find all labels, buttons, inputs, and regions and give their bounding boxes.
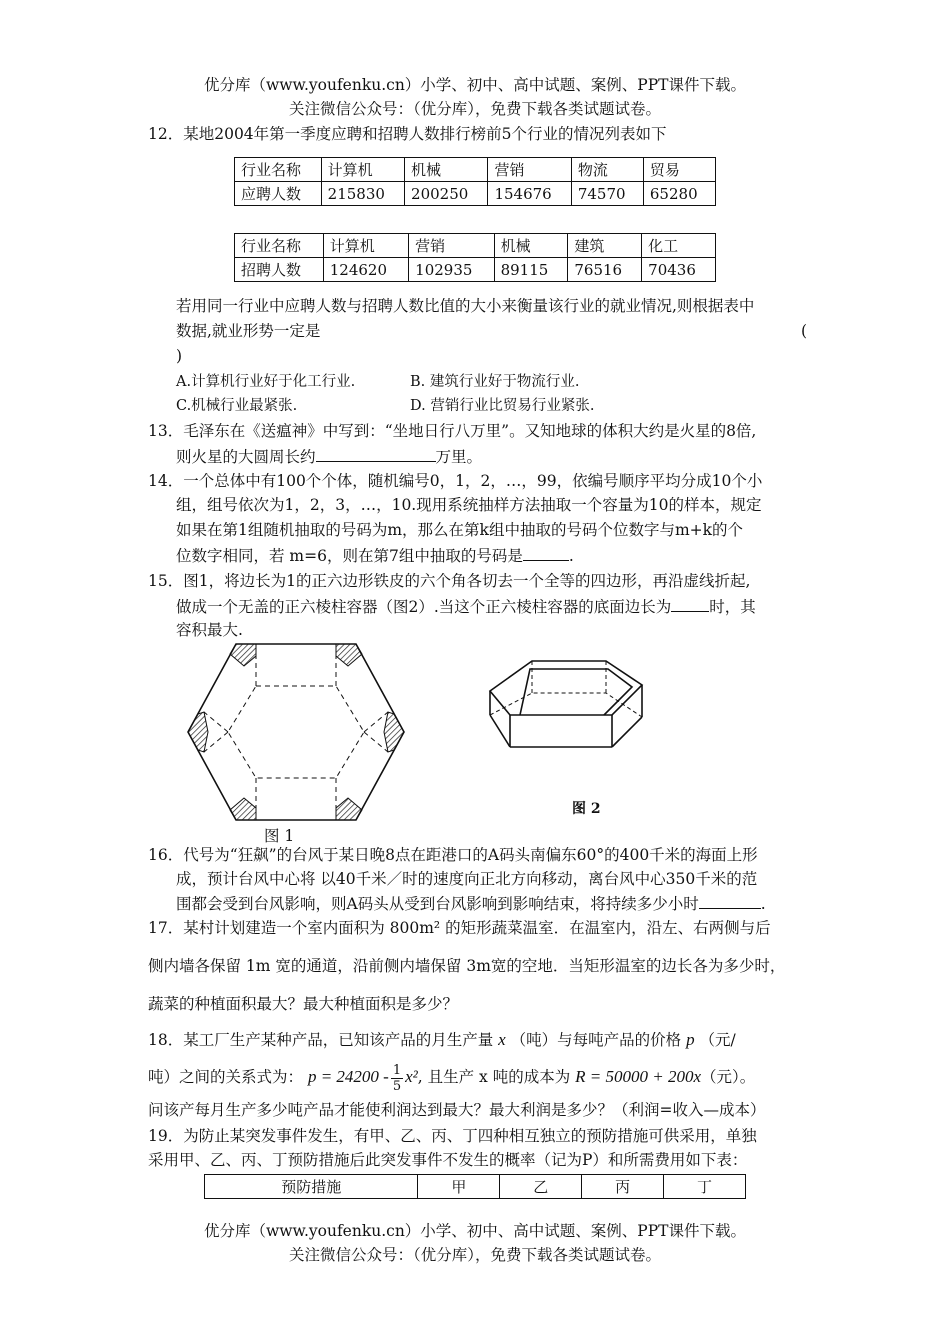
q19-line-1: 19．为防止某突发事件发生，有甲、乙、丙、丁四种相互独立的预防措施可供采用，单独 <box>148 1127 757 1145</box>
q13-line-1: 13．毛泽东在《送瘟神》中写到：“坐地日行八万里”。又知地球的体积大约是火星的8倍, <box>148 422 757 440</box>
table-cell: 65280 <box>643 182 715 206</box>
figure-2-hexagonal-container <box>482 655 652 775</box>
table-cell: 丁 <box>664 1175 746 1199</box>
q17-line-3: 蔬菜的种植面积最大？最大种植面积是多少？ <box>148 995 459 1013</box>
figure-1-caption: 图 1 <box>264 827 295 845</box>
q15-answer-blank[interactable] <box>671 596 709 612</box>
q16-line-3 <box>176 893 766 914</box>
table-cell: 甲 <box>418 1175 500 1199</box>
header-line-2: 关注微信公众号：（优分库），免费下载各类试题试卷。 <box>288 100 661 118</box>
table-cell: 物流 <box>571 158 643 182</box>
outer-hexagon <box>188 644 404 820</box>
table-row <box>205 1175 746 1199</box>
table-cell: 丙 <box>582 1175 664 1199</box>
q18-text-pre: 18．某工厂生产某种产品，已知该产品的月生产量 <box>148 1031 494 1049</box>
table-cell: 机械 <box>405 158 488 182</box>
q12-body-line-2: 数据,就业形势一定是 <box>176 322 321 340</box>
q14-line-3: 如果在第1组随机抽取的号码为m，那么在第k组中抽取的号码个位数字与m+k的个 <box>176 521 744 539</box>
q18-formula-lhs: p = 24200 - <box>307 1067 389 1086</box>
q13-text-pre: 则火星的大圆周长约 <box>176 448 316 466</box>
q13-answer-blank[interactable] <box>316 446 436 462</box>
q19-table <box>204 1174 746 1199</box>
table-cell: 70436 <box>642 258 716 282</box>
q14-answer-blank[interactable] <box>523 545 569 561</box>
q18-line-1 <box>148 1030 736 1050</box>
table-cell: 计算机 <box>321 158 404 182</box>
q13-text-post: 万里。 <box>435 448 483 466</box>
q16-line-1: 16．代号为“狂飙”的台风于某日晚8点在距港口的A码头南偏东60°的400千米的海面上形 <box>148 846 758 864</box>
table-cell: 行业名称 <box>235 234 324 258</box>
q15-text-post: 时，其 <box>709 598 756 616</box>
table-cell: 机械 <box>494 234 568 258</box>
figure-2-caption: 图 2 <box>572 801 601 817</box>
q13-line-2 <box>176 446 482 467</box>
q16-answer-blank[interactable] <box>699 893 761 909</box>
q12-option-d: D. 营销行业比贸易行业紧张. <box>410 398 595 414</box>
fold-lines <box>204 656 388 808</box>
q18-line-3: 问该产每月生产多少吨产品才能使利润达到最大？最大利润是多少？（利润=收入—成本） <box>148 1101 766 1119</box>
q12-paren-close: ) <box>176 347 183 365</box>
q12-paren-open: ( <box>801 322 808 340</box>
q14-text-pre: 位数字相同，若 m=6，则在第7组中抽取的号码是 <box>176 547 523 565</box>
q18-text-pre-2: 吨）之间的关系式为： <box>148 1068 304 1086</box>
table-cell: 124620 <box>323 258 408 282</box>
figure-1-hexagon-sheet <box>184 640 409 825</box>
q18-text-mid-2: , 且生产 x 吨的成本为 <box>417 1068 571 1086</box>
q12-stem: 12．某地2004年第一季度应聘和招聘人数排行榜前5个行业的情况列表如下 <box>148 125 667 143</box>
table-cell: 建筑 <box>568 234 642 258</box>
q14-text-post: . <box>568 547 574 565</box>
footer-line-1: 优分库（www.youfenku.cn）小学、初中、高中试题、案例、PPT课件下载。 <box>203 1222 747 1240</box>
q15-line-2 <box>176 596 756 617</box>
footer-line-2: 关注微信公众号：（优分库），免费下载各类试题试卷。 <box>288 1246 661 1264</box>
table-cell: 计算机 <box>323 234 408 258</box>
q12-option-b: B. 建筑行业好于物流行业. <box>410 374 580 390</box>
table-row <box>235 234 716 258</box>
q14-line-4 <box>176 545 574 566</box>
q18-line-2 <box>148 1060 755 1094</box>
q17-line-2: 侧内墙各保留 1m 宽的通道，沿前侧内墙保留 3m宽的空地．当矩形温室的边长各为多少时， <box>148 957 786 975</box>
q12-table-applicants <box>234 157 716 206</box>
prism-solid-edges <box>490 661 642 747</box>
table-cell: 招聘人数 <box>235 258 324 282</box>
q16-line-2: 成，预计台风中心将 以40千米／时的速度向正北方向移动，离台风中心350千米的范 <box>176 870 758 888</box>
table-cell: 74570 <box>571 182 643 206</box>
q18-formula-rhs: x² <box>405 1067 418 1086</box>
table-cell: 乙 <box>500 1175 582 1199</box>
table-cell: 215830 <box>321 182 404 206</box>
table-row <box>235 182 716 206</box>
q18-text-post-2: （元）。 <box>701 1068 756 1086</box>
q18-var-x: x <box>498 1030 506 1049</box>
q15-line-3: 容积最大. <box>176 621 243 639</box>
table-cell: 154676 <box>488 182 571 206</box>
table-cell: 营销 <box>409 234 494 258</box>
q16-text-pre: 围都会受到台风影响，则A码头从受到台风影响到影响结束，将持续多少小时 <box>176 895 699 913</box>
cut-corners <box>188 644 404 820</box>
q12-option-a: A.计算机行业好于化工行业. <box>176 374 356 390</box>
q16-text-post: . <box>760 895 766 913</box>
table-cell: 化工 <box>642 234 716 258</box>
table-cell: 76516 <box>568 258 642 282</box>
q17-line-1: 17．某村计划建造一个室内面积为 800m² 的矩形蔬菜温室．在温室内，沿左、右两侧与后 <box>148 919 771 937</box>
q12-table-recruits <box>234 233 716 282</box>
q18-text-mid: （吨）与每吨产品的价格 <box>510 1031 682 1049</box>
table-cell: 贸易 <box>643 158 715 182</box>
q15-line-1: 15．图1，将边长为1的正六边形铁皮的六个角各切去一个全等的四边形，再沿虚线折起, <box>148 572 751 590</box>
q18-fraction <box>391 1063 403 1094</box>
table-cell: 行业名称 <box>235 158 322 182</box>
q19-line-2: 采用甲、乙、丙、丁预防措施后此突发事件不发生的概率（记为P）和所需费用如下表： <box>148 1151 748 1169</box>
table-cell: 应聘人数 <box>235 182 322 206</box>
q18-var-p: p <box>686 1030 695 1049</box>
q18-text-post: （元/ <box>699 1031 736 1049</box>
q18-cost-formula: R = 50000 + 200x <box>575 1067 702 1086</box>
q14-line-2: 组，组号依次为1，2，3，…，10.现用系统抽样方法抽取一个容量为10的样本，规定 <box>176 496 762 514</box>
table-cell: 102935 <box>409 258 494 282</box>
table-cell: 89115 <box>494 258 568 282</box>
q14-line-1: 14．一个总体中有100个个体，随机编号0，1，2，…，99，依编号顺序平均分成10个小 <box>148 472 763 490</box>
table-cell: 预防措施 <box>205 1175 418 1199</box>
q12-option-c: C.机械行业最紧张. <box>176 398 298 414</box>
table-row <box>235 258 716 282</box>
q15-text-pre: 做成一个无盖的正六棱柱容器（图2）.当这个正六棱柱容器的底面边长为 <box>176 598 672 616</box>
q18-frac-num: 1 <box>392 1062 402 1078</box>
table-cell: 营销 <box>488 158 571 182</box>
table-cell: 200250 <box>405 182 488 206</box>
q12-body-line-1: 若用同一行业中应聘人数与招聘人数比值的大小来衡量该行业的就业情况,则根据表中 <box>176 297 755 315</box>
q18-frac-den: 5 <box>392 1078 402 1094</box>
inner-dashed-hexagon <box>228 686 364 778</box>
table-row <box>235 158 716 182</box>
header-line-1: 优分库（www.youfenku.cn）小学、初中、高中试题、案例、PPT课件下载。 <box>203 76 747 94</box>
